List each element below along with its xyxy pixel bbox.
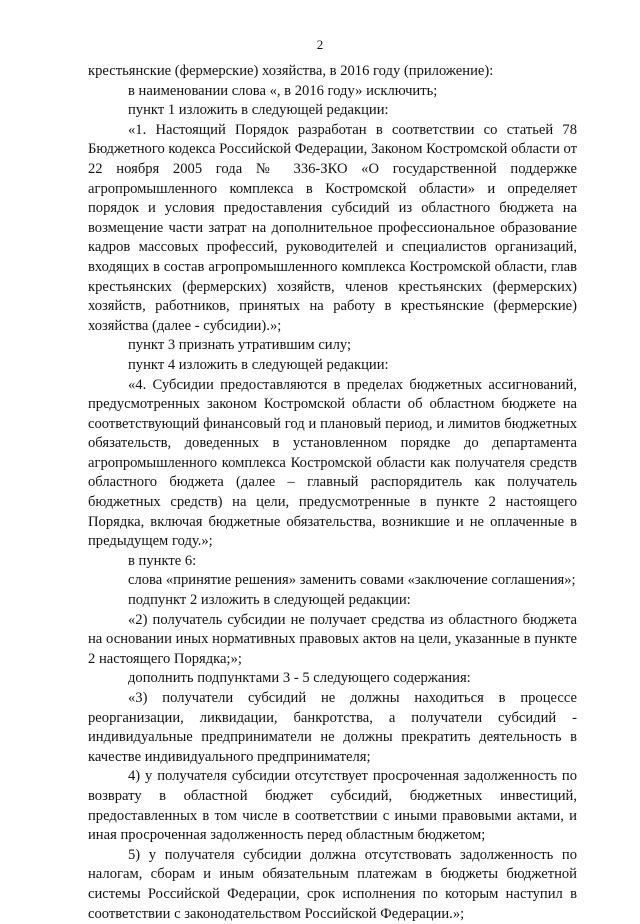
paragraph: в пункте 6:	[128, 552, 197, 569]
paragraph: «2) получатель субсидии не получает средства из областного бюджета на основании иных нормативных правовых актов на цели, указанные в пункте 2 настоящего Порядка;»;	[88, 611, 577, 667]
paragraph: в наименовании слова «, в 2016 году» исключить;	[128, 82, 438, 99]
document-body	[88, 62, 577, 924]
paragraph: подпункт 2 изложить в следующей редакции:	[128, 592, 411, 609]
paragraph: «3) получатели субсидий не должны находиться в процессе реорганизации, ликвидации, банкротства, а получатели субсидий - индивидуальные предприниматели не должны прекратить деятельность в качестве индивидуального предпринимателя;	[88, 690, 577, 765]
paragraph: пункт 4 изложить в следующей редакции:	[128, 356, 389, 373]
paragraph: 5) у получателя субсидии должна отсутствовать задолженность по налогам, сборам и иным обязательным платежам в бюджеты бюджетной системы Российской Федерации, срок исполнения по которым наступил в соответствии с законодательством Российской Федерации.»;	[88, 846, 577, 922]
paragraph: слова «принятие решения» заменить совами «заключение соглашения»;	[128, 572, 576, 589]
paragraph: 4) у получателя субсидии отсутствует просроченная задолженность по возврату в областной бюджет субсидий, бюджетных инвестиций, предоставленных в том числе в соответствии с иными правовыми актами, и иная просроченная задолженность перед областным бюджетом;	[88, 768, 577, 844]
page-number: 2	[316, 37, 324, 52]
paragraph: «1. Настоящий Порядок разработан в соответствии со статьей 78 Бюджетного кодекса Российской Федерации, Законом Костромской области от 22 ноября 2005 года № 336-ЗКО «О государственной поддержке агропромышленного комплекса в Костромской области» и определяет порядок и условия предоставления субсидий из областного бюджета на возмещение части затрат на дополнительное профессиональное образование кадров массовых профессий, руководителей и специалистов организаций, входящих в состав агропромышленного комплекса Костромской области, глав крестьянских (фермерских) хозяйств, членов крестьянских (фермерских) хозяйств, работников, принятых на работу в крестьянские (фермерские) хозяйства (далее - субсидии).»;	[88, 121, 577, 334]
paragraph: пункт 1 изложить в следующей редакции:	[128, 102, 389, 119]
paragraph: «4. Субсидии предоставляются в пределах бюджетных ассигнований, предусмотренных законом Костромской области об областном бюджете на соответствующий финансовый год и плановый период, и лимитов бюджетных обязательств, доведенных в установленном порядке до департамента агропромышленного комплекса Костромской области как получателя средств областного бюджета (далее – главный распорядитель как получатель бюджетных средств) на цели, предусмотренные в пункте 2 настоящего Порядка, включая бюджетные обязательства, возникшие и не оплаченные в предыдущем году.»;	[88, 376, 577, 550]
paragraph: крестьянские (фермерские) хозяйства, в 2016 году (приложение):	[88, 63, 494, 79]
paragraph: дополнить подпунктами 3 - 5 следующего содержания:	[128, 670, 471, 687]
paragraph: пункт 3 признать утратившим силу;	[128, 337, 352, 354]
